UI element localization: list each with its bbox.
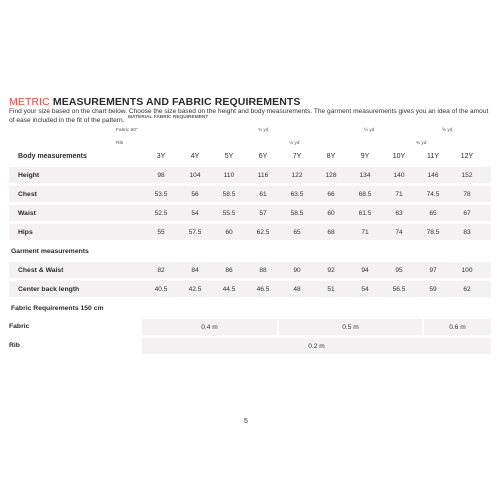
table-cell: 56 [191,190,199,198]
fabric-section-heading [9,300,491,316]
table-cell: 66 [327,190,335,198]
row-label: Fabric [9,323,30,330]
table-cell: 40.5 [154,285,168,293]
table-cell: 84 [191,266,199,274]
table-cell: 56.5 [392,285,406,293]
ghost-fabric-label: Fabric 60" [116,128,138,133]
table-cell: 100 [461,266,473,274]
size-header: 7Y [292,152,302,160]
table-cell: 90 [293,266,301,274]
table-cell: 98 [157,171,165,179]
table-cell: 61 [259,190,267,198]
row-label: Chest & Waist [18,266,64,274]
yd-label: ½ yd [364,128,375,133]
table-cell: 55 [157,228,165,236]
table-cell: 59 [429,285,437,293]
title-main: MEASUREMENTS AND FABRIC REQUIREMENTS [49,96,301,108]
fabric-cell: 0.5 m [279,319,422,335]
table-cell: 152 [461,171,473,179]
table-cell: 110 [223,171,235,179]
table-cell: 63.5 [290,190,304,198]
size-header: 9Y [360,152,370,160]
size-header: 5Y [224,152,234,160]
size-header: 10Y [392,152,406,160]
body-measurements-heading: Body measurements [18,152,87,160]
fabric-cell: 0.6 m [424,319,491,335]
table-cell: 74.5 [426,190,440,198]
size-header: 12Y [460,152,474,160]
table-cell: 67 [463,209,471,217]
table-cell: 65 [293,228,301,236]
table-cell: 95 [395,266,403,274]
table-cell: 58.5 [290,209,304,217]
yd-label: ⅜ yd [416,141,427,146]
table-cell: 68.5 [358,190,372,198]
table-cell: 97 [429,266,437,274]
table-row-hips [9,224,491,240]
table-row-waist [9,205,491,221]
table-cell: 62.5 [256,228,270,236]
garment-section-heading [9,243,491,259]
table-cell: 48 [293,285,301,293]
page-number: 5 [244,418,248,425]
table-cell: 71 [395,190,403,198]
table-cell: 88 [259,266,267,274]
table-cell: 140 [393,171,405,179]
row-label: Height [18,171,40,179]
yd-label: ⅛ yd [289,141,300,146]
table-cell: 128 [325,171,337,179]
table-cell: 55.5 [222,209,236,217]
page-title [9,96,301,108]
table-cell: 78.5 [426,228,440,236]
size-header-row [9,148,491,164]
table-cell: 58.5 [222,190,236,198]
table-cell: 86 [225,266,233,274]
table-cell: 51 [327,285,335,293]
table-cell: 42.5 [188,285,202,293]
intro-paragraph: Find your size based on the chart below. Choose the size based on the height and body measurements. The garment measurements gives you an idea of the amout of ease included in the fit of the pattern. [9,108,489,124]
row-label: Waist [18,209,36,217]
table-row-center-back-length [9,281,491,297]
rib-row [9,338,491,354]
table-cell: 52.5 [154,209,168,217]
table-cell: 54 [191,209,199,217]
table-cell: 82 [157,266,165,274]
table-cell: 63 [395,209,403,217]
yd-label: ⅝ yd [442,128,453,133]
row-label: Rib [9,342,20,349]
table-cell: 65 [429,209,437,217]
table-cell: 83 [463,228,471,236]
table-cell: 94 [361,266,369,274]
table-cell: 146 [427,171,439,179]
fabric-cell: 0.4 m [142,319,277,335]
row-label: Hips [18,228,33,236]
overlapping-print-text: MATERIAL FABRIC REQUIREMENT [128,115,209,120]
fabric-row [9,319,491,335]
table-cell: 44.5 [222,285,236,293]
table-cell: 74 [395,228,403,236]
title-accent: METRIC [9,96,50,108]
table-cell: 116 [257,171,269,179]
table-cell: 122 [291,171,303,179]
rib-cell: 0.2 m [142,338,491,354]
table-cell: 46.5 [256,285,270,293]
table-cell: 71 [361,228,369,236]
table-cell: 78 [463,190,471,198]
row-label: Chest [18,190,37,198]
table-cell: 134 [359,171,371,179]
fabric-requirements-heading: Fabric Requirements 150 cm [11,304,104,312]
table-cell: 92 [327,266,335,274]
size-header: 11Y [427,152,439,160]
size-header: 3Y [156,152,166,160]
table-cell: 68 [327,228,335,236]
size-header: 6Y [258,152,268,160]
table-cell: 57.5 [188,228,202,236]
table-cell: 60 [327,209,335,217]
table-cell: 54 [361,285,369,293]
table-cell: 62 [463,285,471,293]
table-cell: 57 [259,209,267,217]
table-cell: 104 [189,171,201,179]
table-row-height [9,167,491,183]
row-label: Center back length [18,285,80,293]
measurement-table [9,148,491,357]
size-header: 8Y [326,152,336,160]
size-header: 4Y [190,152,200,160]
garment-measurements-heading: Garment measurements [11,247,89,255]
table-cell: 61.5 [358,209,372,217]
ghost-rib-label: Rib [116,141,124,146]
table-cell: 60 [225,228,233,236]
yd-label: ¾ yd [258,128,269,133]
table-row-chest-waist [9,262,491,278]
table-row-chest [9,186,491,202]
table-cell: 53.5 [154,190,168,198]
